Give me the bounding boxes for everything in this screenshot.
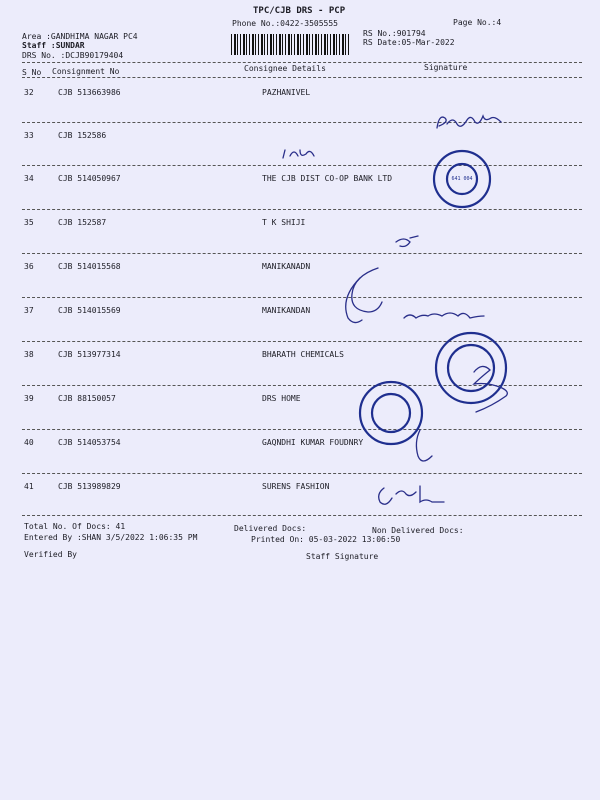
row-consignment-no: CJB 152587 [58, 218, 107, 227]
row-consignment-no: CJB 513989829 [58, 482, 121, 491]
total-docs: Total No. Of Docs: 41 [24, 522, 126, 531]
signature-stroke-36 [352, 236, 418, 312]
col-consignment: Consignment No [52, 67, 120, 76]
row-sno: 32 [24, 88, 34, 97]
row-sno: 39 [24, 394, 34, 403]
non-delivered-docs: Non Delivered Docs: [372, 526, 464, 535]
staff-label: Staff :SUNDAR [22, 41, 85, 50]
row-consignment-no: CJB 513977314 [58, 350, 121, 359]
rs-date: RS Date:05-Mar-2022 [363, 38, 455, 47]
row-sno: 34 [24, 174, 34, 183]
report-title: TPC/CJB DRS - PCP [253, 6, 346, 16]
row-sno: 36 [24, 262, 34, 271]
row-consignee: SURENS FASHION [262, 482, 330, 491]
row-consignee: MANIKANADN [262, 262, 311, 271]
signature-indhu [283, 150, 314, 158]
col-sno: S No [22, 68, 42, 77]
area-label: Area :GANDHIMA NAGAR PC4 [22, 32, 138, 41]
printed-on: Printed On: 05-03-2022 13:06:50 [251, 535, 401, 544]
row-consignment-no: CJB 88150057 [58, 394, 116, 403]
row-sno: 33 [24, 131, 34, 140]
drs-number: DRS No. :DCJB90179404 [22, 51, 124, 60]
row-sno: 40 [24, 438, 34, 447]
col-signature: Signature [424, 63, 468, 72]
entered-by: Entered By :SHAN 3/5/2022 1:06:35 PM [24, 533, 198, 542]
row-sno: 35 [24, 218, 34, 227]
col-consignee: Consignee Details [244, 64, 326, 73]
delivered-docs: Delivered Docs: [234, 524, 307, 533]
row-consignee: T K SHIJI [262, 218, 306, 227]
row-consignment-no: CJB 514050967 [58, 174, 121, 183]
row-consignment-no: CJB 514053754 [58, 438, 121, 447]
verified-by: Verified By [24, 550, 77, 559]
signature-pazhanivel [437, 116, 501, 128]
row-consignee: BHARATH CHEMICALS [262, 350, 344, 359]
row-consignee: GAQNDHI KUMAR FOUDNRY [262, 438, 364, 447]
row-consignee: PAZHANIVEL [262, 88, 311, 97]
signature-surens [379, 486, 444, 504]
rs-number: RS No.:901794 [363, 29, 426, 38]
bharath-chemicals-stamp [432, 329, 510, 407]
signature-manikandan [346, 278, 484, 323]
phone-number: Phone No.:0422-3505555 [232, 19, 338, 28]
row-consignment-no: CJB 514015568 [58, 262, 121, 271]
row-sno: 38 [24, 350, 34, 359]
cdcc-bank-stamp [432, 149, 492, 209]
row-sno: 37 [24, 306, 34, 315]
stamp-center-text: 641 004 [451, 176, 473, 182]
row-consignment-no: CJB 152586 [58, 131, 107, 140]
staff-signature-label: Staff Signature [306, 552, 379, 561]
row-consignment-no: CJB 514015569 [58, 306, 121, 315]
row-consignment-no: CJB 513663986 [58, 88, 121, 97]
row-sno: 41 [24, 482, 34, 491]
row-consignee: MANIKANDAN [262, 306, 311, 315]
drs-equipments-stamp [357, 379, 425, 447]
row-consignee: THE CJB DIST CO-OP BANK LTD [262, 174, 393, 183]
row-consignee: DRS HOME [262, 394, 301, 403]
page-number: Page No.:4 [453, 18, 502, 27]
